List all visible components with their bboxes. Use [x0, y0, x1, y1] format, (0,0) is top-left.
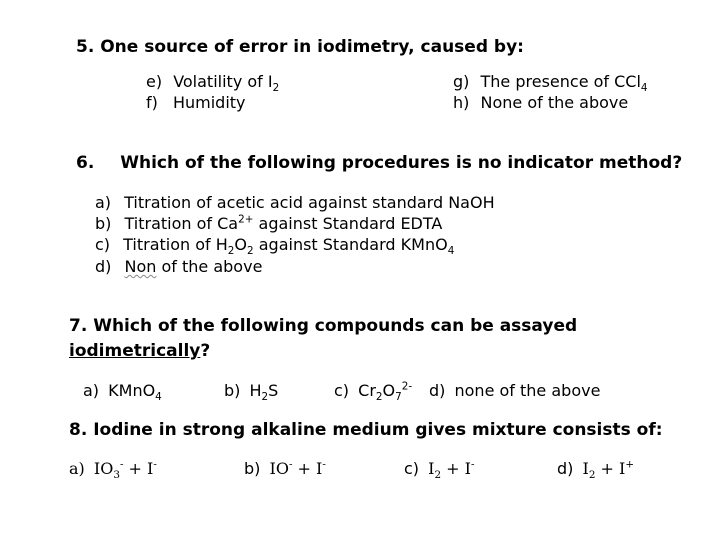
subscript: 4 [447, 245, 455, 258]
q6-option-c [95, 235, 455, 258]
question-text: Which of the following procedures is no indicator method? [120, 153, 683, 173]
superscript: - [471, 458, 475, 471]
q8-option-d [557, 458, 635, 482]
subscript: 7 [395, 391, 402, 404]
option-text: I [582, 459, 589, 478]
superscript: - [322, 458, 326, 471]
q5-option-e [146, 72, 280, 95]
question-6-title [76, 153, 682, 173]
option-text-rest: S [268, 381, 279, 400]
question-8-title: 8. Iodine in strong alkaline medium gives mixture consists of: [69, 420, 663, 440]
superscript: - [153, 458, 157, 471]
option-text: none of the above [454, 381, 601, 400]
q6-option-b [95, 214, 442, 233]
option-text: Cr [358, 381, 376, 400]
subscript: 2 [247, 245, 254, 258]
question-5-title: 5. One source of error in iodimetry, caused by: [76, 37, 524, 57]
q8-option-b [244, 459, 326, 478]
subscript: 2 [261, 391, 269, 404]
option-text: None of the above [480, 93, 629, 112]
option-letter: c) [95, 235, 111, 254]
option-letter: a) [83, 381, 100, 400]
option-text: Titration of H [123, 235, 228, 254]
subscript: 2 [434, 469, 442, 482]
option-letter: a) [95, 193, 112, 212]
q7-option-b [224, 381, 279, 404]
superscript: - [119, 458, 124, 471]
q7-option-a [83, 381, 162, 404]
option-text-rest: against Standard KMnO [253, 235, 448, 254]
option-text: H [249, 381, 262, 400]
option-letter: h) [453, 93, 470, 112]
option-text: The presence of CCl [480, 72, 641, 91]
subscript: 4 [640, 82, 648, 95]
option-text: Volatility of I [173, 72, 273, 91]
question-mark: ? [200, 341, 211, 361]
q7-option-c [334, 380, 413, 404]
subscript: 2 [588, 469, 596, 482]
option-text: I [428, 459, 435, 478]
subscript: 4 [155, 391, 162, 404]
option-text: Titration of Ca [124, 214, 239, 233]
q8-option-a [69, 458, 157, 482]
option-text-rest: + I [123, 459, 154, 478]
subscript: 3 [113, 469, 120, 482]
question-7-title: 7. Which of the following compounds can be assayed [69, 316, 578, 336]
option-letter: d) [429, 381, 446, 400]
option-text-mid: O [234, 235, 248, 254]
q5-option-g [453, 72, 648, 95]
question-number: 6. [76, 153, 95, 173]
option-letter: e) [146, 72, 163, 91]
option-letter: b) [244, 459, 261, 478]
option-text-rest: + I [595, 459, 626, 478]
option-letter: c) [404, 459, 420, 478]
option-text: Titration of acetic acid against standard NaOH [124, 193, 495, 212]
superscript: + [625, 458, 635, 471]
option-letter: d) [95, 257, 112, 276]
option-text-rest: + I [292, 459, 323, 478]
q7-option-d [429, 381, 600, 400]
option-letter: d) [557, 459, 574, 478]
superscript: - [288, 458, 293, 471]
q6-option-d [95, 257, 262, 276]
option-text-rest: of the above [156, 257, 263, 276]
option-text-rest: against Standard EDTA [253, 214, 443, 233]
q8-option-c [404, 458, 475, 482]
superscript: 2- [401, 380, 413, 393]
option-letter: g) [453, 72, 470, 91]
subscript: 2 [272, 82, 280, 95]
q6-option-a [95, 193, 495, 212]
option-letter: a) [69, 459, 85, 478]
option-letter: f) [146, 93, 158, 112]
superscript: 2+ [238, 213, 254, 226]
option-letter: c) [334, 381, 350, 400]
option-letter: b) [224, 381, 241, 400]
question-7-title-line2 [69, 341, 210, 361]
option-text: IO [93, 459, 114, 478]
option-text-rest: + I [441, 459, 471, 478]
subscript: 2 [375, 391, 383, 404]
option-text: KMnO [108, 381, 156, 400]
q5-option-f [146, 93, 246, 112]
misspelled-word: Non [124, 257, 157, 276]
option-text: IO [269, 459, 289, 478]
subscript: 2 [227, 245, 235, 258]
option-letter: b) [95, 214, 112, 233]
option-text: Humidity [172, 93, 246, 112]
option-text-mid: O [382, 381, 396, 400]
underlined-word: iodimetrically [69, 341, 201, 361]
q5-option-h [453, 93, 628, 112]
